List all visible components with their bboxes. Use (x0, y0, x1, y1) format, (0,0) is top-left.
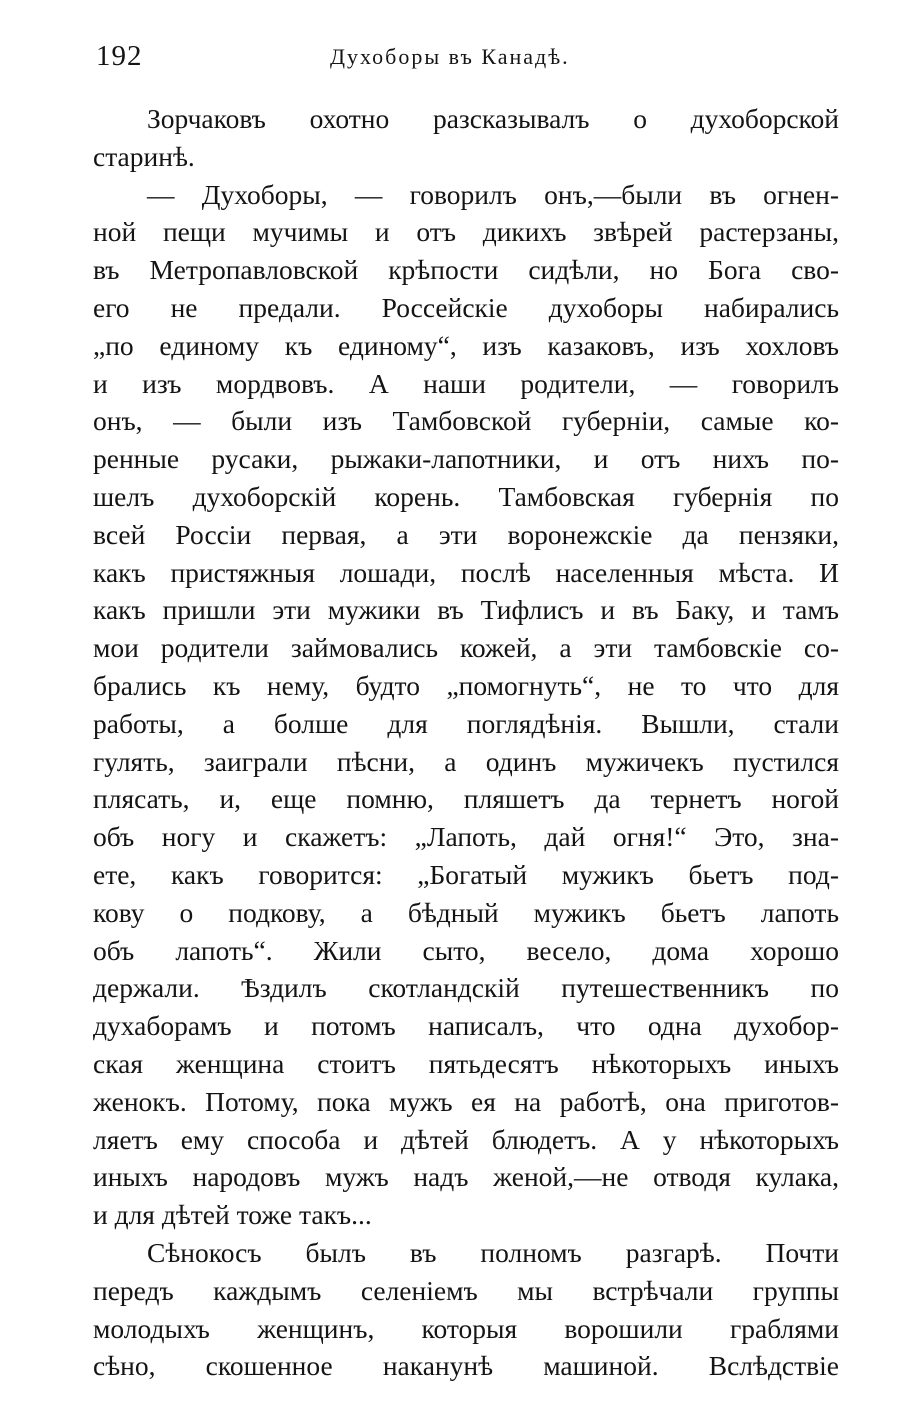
text-line: духаборамъ и потомъ написалъ, что одна духобор- (93, 1010, 839, 1042)
text-line: ной пещи мучимы и отъ дикихъ звѣрей растерзаны, (93, 216, 839, 248)
text-line: какъ пристяжныя лошади, послѣ населенныя мѣста. И (93, 556, 839, 588)
text-line: — Духоборы, — говорилъ онъ,—были въ огнен- (147, 178, 839, 210)
text-line: ляетъ ему способа и дѣтей блюдетъ. А у нѣкоторыхъ (93, 1123, 839, 1155)
text-line: и для дѣтей тоже такъ... (93, 1199, 372, 1231)
text-line: его не предали. Россейскіе духоборы набирались (93, 291, 839, 323)
text-line: молодыхъ женщинъ, которыя ворошили граблями (93, 1312, 839, 1344)
text-line: ете, какъ говорится: „Богатый мужикъ бьетъ под- (93, 858, 839, 890)
text-line: работы, а болше для поглядѣнія. Вышли, стали (93, 707, 839, 739)
text-line: Сѣнокосъ былъ въ полномъ разгарѣ. Почти (147, 1236, 839, 1268)
text-line: шелъ духоборскій корень. Тамбовская губернія по (93, 480, 839, 512)
text-line: ренные русаки, рыжаки-лапотники, и отъ нихъ по- (93, 443, 839, 475)
text-line: въ Метропавловской крѣпости сидѣли, но Бога сво- (93, 254, 839, 286)
text-line: иныхъ народовъ мужъ надъ женой,—не отводя кулака, (93, 1161, 839, 1193)
running-title: Духоборы въ Канадѣ. (330, 44, 570, 69)
text-line: какъ пришли эти мужики въ Тифлисъ и въ Баку, и тамъ (93, 594, 839, 626)
text-line: Зорчаковъ охотно разсказывалъ о духоборской (147, 103, 839, 134)
text-line: мои родители займовались кожей, а эти тамбовскіе со- (93, 632, 839, 664)
text-line: гулять, заиграли пѣсни, а одинъ мужичекъ пустился (93, 745, 839, 777)
text-line: объ ногу и скажетъ: „Лапоть, дай огня!“ Это, зна- (93, 821, 839, 853)
text-line: плясать, и, еще помню, пляшетъ да тернетъ ногой (93, 783, 839, 815)
paragraph-2 (93, 176, 839, 1234)
text-line: женокъ. Потому, пока мужъ ея на работѣ, она приготов- (93, 1085, 839, 1117)
body-text (93, 100, 839, 1385)
paragraph-1 (93, 100, 839, 176)
text-line: онъ, — были изъ Тамбовской губерніи, самые ко- (93, 405, 839, 437)
text-line: держали. Ѣздилъ скотландскій путешественникъ по (93, 972, 839, 1004)
text-line: „по единому къ единому“, изъ казаковъ, изъ хохловъ (93, 329, 839, 361)
paragraph-3 (93, 1234, 839, 1385)
text-line: ская женщина стоитъ пятьдесятъ нѣкоторыхъ иныхъ (93, 1047, 839, 1079)
text-line: брались къ нему, будто „помогнуть“, не то что для (93, 669, 839, 701)
text-line: передъ каждымъ селеніемъ мы встрѣчали группы (93, 1274, 839, 1306)
text-line: старинѣ. (93, 140, 195, 172)
text-line: объ лапоть“. Жили сыто, весело, дома хорошо (93, 934, 839, 966)
text-line: и изъ мордвовъ. А наши родители, — говорилъ (93, 367, 839, 399)
running-head (96, 40, 838, 80)
text-line: всей Россіи первая, а эти воронежскіе да пензяки, (93, 518, 839, 550)
text-line: сѣно, скошенное наканунѣ машиной. Вслѣдствіе (93, 1350, 839, 1382)
page-number: 192 (96, 40, 143, 72)
text-line: кову о подкову, а бѣдный мужикъ бьетъ лапоть (93, 896, 839, 928)
